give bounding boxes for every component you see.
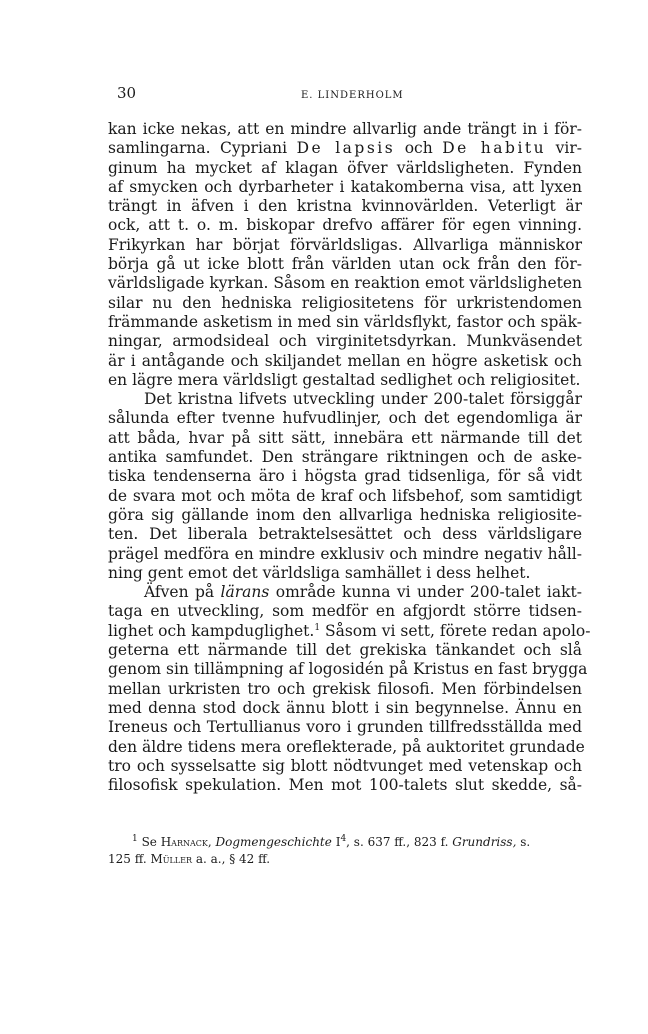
text-line: Äfven på lärans område kunna vi under 200-talet iakt- — [144, 583, 582, 602]
author-name: Harnack, — [160, 835, 212, 849]
text-line: Frikyrkan har börjat förvärldsligas. Allvarliga människor — [108, 235, 582, 254]
text-line: tiska tendenserna äro i högsta grad tidsenliga, för så vidt — [108, 467, 582, 486]
text-line: ock, att t. o. m. biskopar drefvo affärer för egen vinning. — [108, 216, 582, 235]
text-line: antika samfundet. Den strängare riktningen och de aske- — [108, 448, 582, 467]
footnotes — [108, 834, 582, 868]
text-line: att båda, hvar på sitt sätt, innebära ett närmande till det — [108, 428, 582, 447]
text-line: göra sig gällande inom den allvarliga hedniska religiosite- — [108, 505, 582, 524]
work-title: Grundriss, — [452, 835, 517, 849]
text-line: är i antågande och skiljandet mellan en högre asketisk och — [108, 351, 582, 370]
text-line: börja gå ut icke blott från världen utan ock från den för- — [108, 255, 582, 274]
text-line: tro och sysselsatte sig blott nödtvunget med vetenskap och — [108, 756, 582, 775]
text-line: geterna ett närmande till det grekiska tänkandet och slå — [108, 641, 582, 660]
text-line: ning gent emot det världsliga samhället i dess helhet. — [108, 563, 531, 582]
footnote-line: $^1$ Se Harnack, Dogmengeschichte $I^4$, s. 637 ff., 823 f. Grundriss, s. — [132, 834, 531, 849]
footnote-line: 125 ff. Müller a. a., § 42 ff. — [108, 852, 271, 866]
work-title: Dogmengeschichte — [215, 835, 332, 849]
text-line: samlingarna. Cypriani De lapsis och De habitu vir- — [108, 139, 582, 158]
text-line: filosofisk spekulation. Men mot 100-talets slut skedde, så- — [108, 776, 582, 795]
text-line: lighet och kampduglighet.$^1$ Såsom vi sett, förete redan apolo- — [108, 621, 591, 640]
text-line: en lägre mera världsligt gestaltad sedlighet och religiositet. — [108, 370, 581, 389]
emphasis-larans: lärans — [220, 583, 270, 602]
footnote-ref[interactable]: 1 — [314, 622, 321, 633]
text-line: sålunda efter tvenne hufvudlinjer, och det egendomliga är — [108, 409, 582, 428]
text-line: ten. Det liberala betraktelsesättet och dess världsligare — [108, 525, 582, 544]
text-line: mellan urkristen tro och grekisk filosofi. Men förbindelsen — [108, 679, 582, 698]
page-header — [117, 84, 587, 102]
text-line: med denna stod dock ännu blott i sin begynnelse. Ännu en — [108, 698, 582, 717]
text-line: Ireneus och Tertullianus voro i grunden tillfredsställda med — [108, 718, 582, 737]
text-line: kan icke nekas, att en mindre allvarlig ande trängt in i för- — [108, 120, 582, 138]
text-line: främmande asketism in med sin världsflykt, fastor och späk- — [108, 312, 582, 331]
title-de-lapsis: De lapsis — [296, 139, 396, 158]
text-line: världsligade kyrkan. Såsom en reaktion emot världsligheten — [108, 274, 582, 293]
text-line: de svara mot och möta de kraf och lifsbehof, som samtidigt — [108, 486, 582, 505]
text-line: ningar, armodsideal och virginitetsdyrkan. Munkväsendet — [108, 332, 582, 351]
title-de-habitu: De habitu — [442, 139, 547, 158]
text-line: Det kristna lifvets utveckling under 200-talet försiggår — [144, 390, 582, 409]
text-line: prägel medföra en mindre exklusiv och mindre negativ håll- — [108, 544, 582, 563]
page-number: 30 — [117, 84, 137, 102]
author-name: Müller — [150, 852, 192, 866]
text-line: af smycken och dyrbarheter i katakomberna visa, att lyxen — [108, 177, 582, 196]
text-line: trängt in äfven i den kristna kvinnovärlden. Veterligt är — [108, 197, 582, 216]
body-text — [108, 120, 591, 795]
text-line: ginum ha mycket af klagan öfver världsligheten. Fynden — [108, 158, 582, 177]
footnote-marker: 1 — [132, 834, 138, 844]
text-line: genom sin tillämpning af logosidén på Kristus en fast brygga — [108, 660, 588, 679]
text-line: silar nu den hedniska religiositetens för urkristendomen — [108, 293, 582, 312]
running-head: E. LINDERHOLM — [301, 90, 404, 101]
text-line: taga en utveckling, som medför en afgjordt större tidsen- — [108, 602, 582, 621]
text-line: den äldre tidens mera oreflekterade, på auktoritet grundade — [108, 737, 585, 756]
